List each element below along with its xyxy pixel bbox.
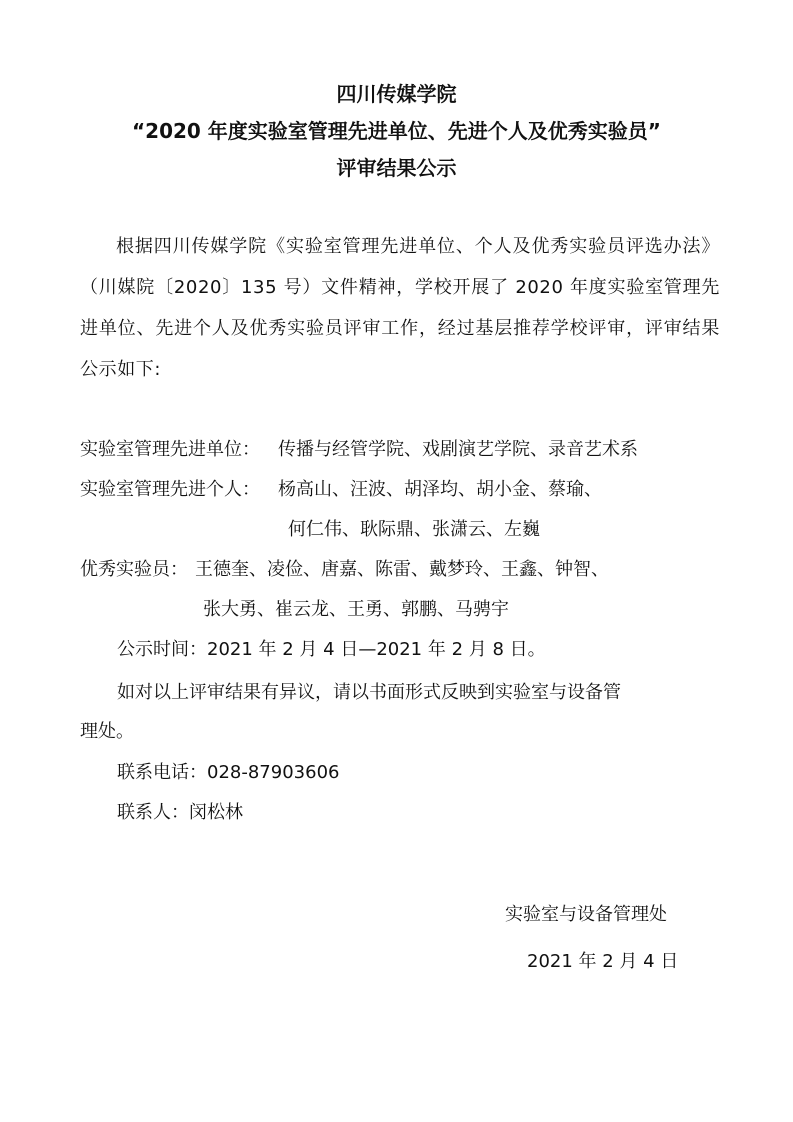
award-individuals-list-line1: 杨高山、汪波、胡泽均、胡小金、蔡瑜、 [278,479,602,500]
school-name: 四川传媒学院 [336,82,457,106]
notice-period: 公示时间：2021 年 2 月 4 日—2021 年 2 月 8 日。 [117,639,546,660]
award-individuals-list-line2: 何仁伟、耿际鼎、张潇云、左巍 [288,519,540,540]
signature-date: 2021 年 2 月 4 日 [527,951,679,972]
contact-person: 联系人：闵松林 [117,802,243,823]
award-units-label: 实验室管理先进单位： [80,439,260,460]
objection-note-line2: 理处。 [80,721,134,742]
signature-department: 实验室与设备管理处 [505,904,667,925]
award-staff-list-line2: 张大勇、崔云龙、王勇、郭鹏、马骋宇 [203,599,509,620]
contact-phone: 联系电话：028-87903606 [117,762,340,783]
notice-title: “2020 年度实验室管理先进单位、先进个人及优秀实验员” [132,119,661,143]
award-units-list: 传播与经管学院、戏剧演艺学院、录音艺术系 [278,439,638,460]
objection-note-line1: 如对以上评审结果有异议，请以书面形式反映到实验室与设备管 [117,682,621,703]
award-staff-list-line1: 王德奎、凌俭、唐嘉、陈雷、戴梦玲、王鑫、钟智、 [195,559,609,580]
award-individuals-label: 实验室管理先进个人： [80,479,260,500]
notice-subtitle: 评审结果公示 [336,156,457,180]
intro-paragraph: 根据四川传媒学院《实验室管理先进单位、个人及优秀实验员评选办法》（川媒院〔2020〕135 号）文件精神，学校开展了 2020 年度实验室管理先进单位、先进个人及优秀实验员评审工作，经过基层推荐学校评审，评审结果公示如下: [80,236,720,380]
award-staff-label: 优秀实验员： [80,559,188,580]
